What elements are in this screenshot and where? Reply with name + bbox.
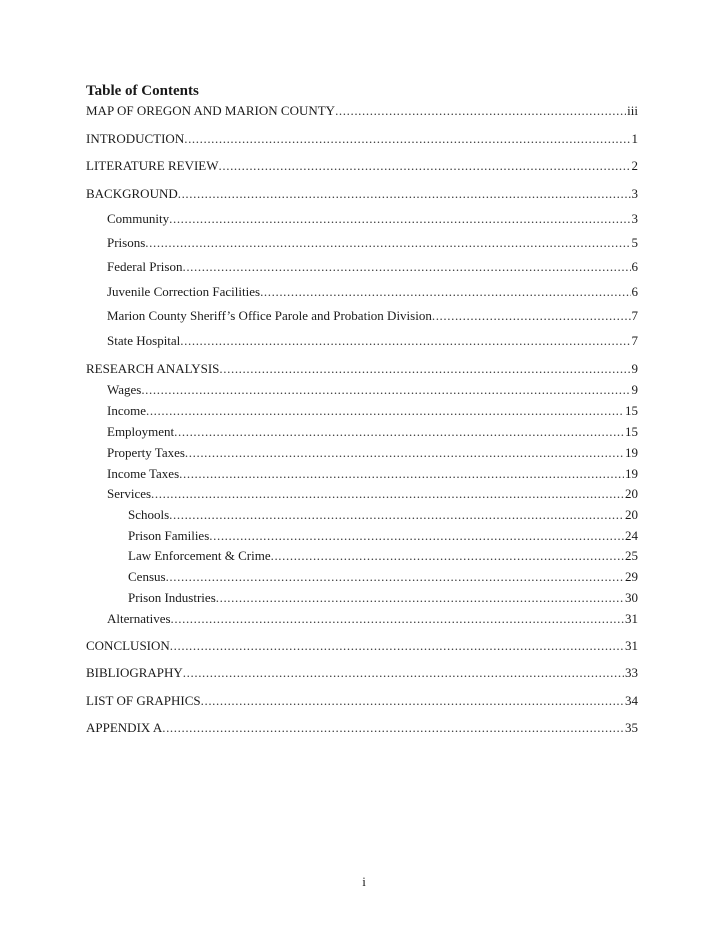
dot-leader — [170, 637, 624, 655]
toc-entry[interactable] — [107, 485, 638, 503]
toc-entry[interactable] — [107, 465, 638, 483]
dot-leader — [178, 185, 631, 203]
dot-leader — [432, 307, 631, 325]
toc-entry-page: 1 — [631, 131, 638, 146]
toc-entry-page: 33 — [625, 665, 638, 680]
toc-entry-page: 6 — [631, 259, 638, 274]
dot-leader — [169, 210, 630, 228]
toc-entry[interactable] — [107, 381, 638, 399]
toc-title: Table of Contents — [86, 83, 199, 99]
toc-entry-label: Schools — [128, 507, 170, 522]
toc-entry-page: 19 — [625, 466, 638, 481]
toc-entry[interactable] — [107, 258, 638, 276]
toc-entry-label: BIBLIOGRAPHY — [86, 665, 183, 680]
dot-leader — [335, 102, 626, 120]
toc-entry[interactable] — [107, 610, 638, 628]
toc-entry-label: LIST OF GRAPHICS — [86, 693, 201, 708]
toc-entry-label: Law Enforcement & Crime — [128, 548, 271, 563]
dot-leader — [183, 664, 624, 682]
toc-entry-label: LITERATURE REVIEW — [86, 158, 219, 173]
toc-entry-page: 30 — [625, 590, 638, 605]
dot-leader — [141, 381, 630, 399]
toc-entry-page: 20 — [625, 486, 638, 501]
dot-leader — [209, 527, 624, 545]
toc-entry-label: Services — [107, 486, 152, 501]
toc-entry[interactable] — [107, 307, 638, 325]
toc-entry[interactable] — [128, 506, 638, 524]
dot-leader — [166, 568, 624, 586]
dot-leader — [171, 610, 624, 628]
toc-entry[interactable] — [128, 527, 638, 545]
dot-leader — [174, 423, 624, 441]
toc-entry-page: 31 — [625, 611, 638, 626]
toc-entry-page: 7 — [631, 333, 638, 348]
toc-entry-label: CONCLUSION — [86, 638, 170, 653]
dot-leader — [271, 547, 624, 565]
toc-entry[interactable] — [107, 332, 638, 350]
toc-entry-page: 9 — [631, 382, 638, 397]
toc-entry[interactable] — [128, 568, 638, 586]
toc-entry[interactable] — [86, 692, 638, 710]
toc-entry-label: Community — [107, 211, 170, 226]
toc-entry-label: Property Taxes — [107, 445, 185, 460]
toc-entry-page: 29 — [625, 569, 638, 584]
dot-leader — [216, 589, 624, 607]
toc-entry-label: Federal Prison — [107, 259, 183, 274]
toc-entry-label: Employment — [107, 424, 175, 439]
dot-leader — [179, 465, 624, 483]
toc-entry[interactable] — [107, 444, 638, 462]
toc-entry[interactable] — [128, 589, 638, 607]
toc-entry-page: 24 — [625, 528, 638, 543]
toc-entry-page: 2 — [631, 158, 638, 173]
toc-entry-label: Juvenile Correction Facilities — [107, 284, 261, 299]
toc-entry-label: Wages — [107, 382, 142, 397]
dot-leader — [146, 402, 624, 420]
toc-entry[interactable] — [128, 547, 638, 565]
toc-entry-label: Income Taxes — [107, 466, 180, 481]
toc-entry-page: 7 — [631, 308, 638, 323]
toc-entry-page: 15 — [625, 424, 638, 439]
toc-entry-page: 34 — [625, 693, 638, 708]
dot-leader — [201, 692, 624, 710]
toc-entry-page: 15 — [625, 403, 638, 418]
dot-leader — [185, 444, 624, 462]
toc-entry-label: BACKGROUND — [86, 186, 178, 201]
toc-entry-page: 5 — [631, 235, 638, 250]
toc-entry[interactable] — [107, 234, 638, 252]
toc-entry[interactable] — [107, 402, 638, 420]
toc-entry[interactable] — [107, 423, 638, 441]
toc-entry[interactable] — [86, 102, 638, 120]
toc-entry[interactable] — [107, 210, 638, 228]
dot-leader — [219, 360, 630, 378]
toc-entry-page: 35 — [625, 720, 638, 735]
toc-entry-page: 3 — [631, 211, 638, 226]
dot-leader — [145, 234, 630, 252]
toc-entry[interactable] — [86, 157, 638, 175]
toc-entry-page: 31 — [625, 638, 638, 653]
toc-entry[interactable] — [107, 283, 638, 301]
toc-entry-page: 3 — [631, 186, 638, 201]
toc-entry[interactable] — [86, 637, 638, 655]
toc-entry-page: 9 — [631, 361, 638, 376]
toc-entry-label: Marion County Sheriff’s Office Parole and Probation Division — [107, 308, 432, 323]
dot-leader — [219, 157, 631, 175]
toc-entry-label: State Hospital — [107, 333, 181, 348]
toc-entry[interactable] — [86, 664, 638, 682]
toc-entry[interactable] — [86, 185, 638, 203]
dot-leader — [182, 258, 630, 276]
toc-entry-label: APPENDIX A — [86, 720, 163, 735]
toc-entry-label: Alternatives — [107, 611, 171, 626]
toc-entry-page: iii — [627, 103, 638, 118]
toc-entry-label: Census — [128, 569, 166, 584]
dot-leader — [180, 332, 630, 350]
toc-entry-label: INTRODUCTION — [86, 131, 185, 146]
toc-entry-page: 25 — [625, 548, 638, 563]
toc-entry[interactable] — [86, 360, 638, 378]
toc-entry-page: 20 — [625, 507, 638, 522]
dot-leader — [151, 485, 624, 503]
toc-entry-page: 6 — [631, 284, 638, 299]
page-number: i — [362, 874, 366, 889]
toc-entry-label: Prisons — [107, 235, 146, 250]
toc-entry-label: RESEARCH ANALYSIS — [86, 361, 220, 376]
dot-leader — [260, 283, 630, 301]
toc-entry[interactable] — [86, 130, 638, 148]
toc-entry-label: Prison Industries — [128, 590, 216, 605]
dot-leader — [162, 719, 624, 737]
toc-entry[interactable] — [86, 719, 638, 737]
toc-entry-label: Prison Families — [128, 528, 210, 543]
toc-entry-page: 19 — [625, 445, 638, 460]
dot-leader — [169, 506, 624, 524]
toc-entry-label: MAP OF OREGON AND MARION COUNTY — [86, 103, 336, 118]
dot-leader — [184, 130, 630, 148]
toc-entry-label: Income — [107, 403, 146, 418]
